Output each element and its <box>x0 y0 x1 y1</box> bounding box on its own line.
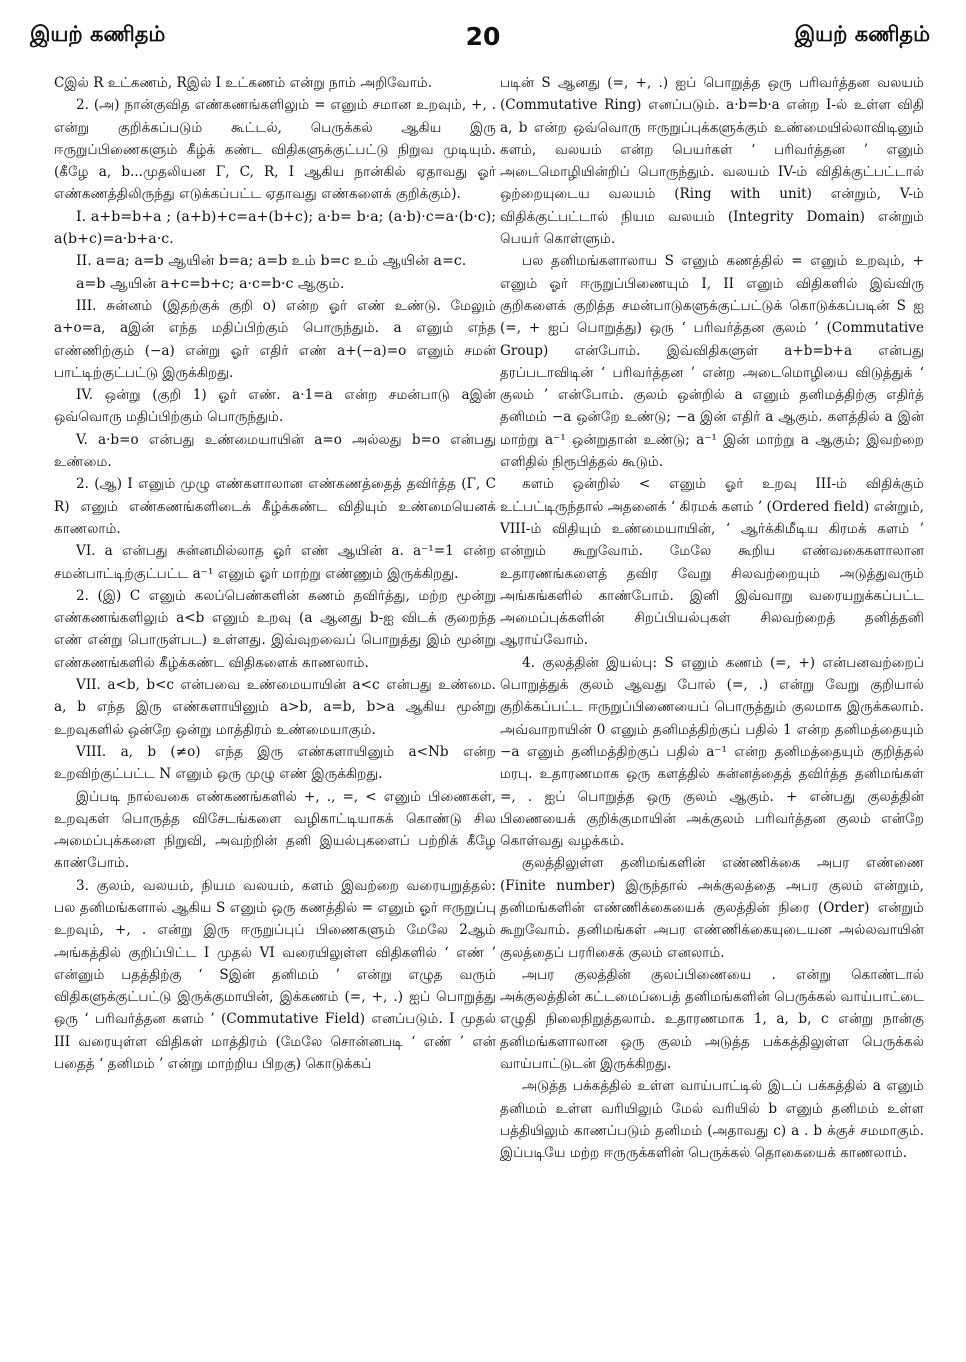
running-header-right: இயற் கணிதம் <box>794 22 930 46</box>
axiom-iv: IV. ஒன்று (குறி 1) ஓர் எண். a·1=a என்ற சமன்பாடு aஇன் ஒவ்வொரு மதிப்பிற்கும் பொருந்தும். <box>54 387 496 426</box>
axiom-ii-continued: a=b ஆயின் a+c=b+c; a·c=b·c ஆகும். <box>76 275 345 292</box>
axiom-iii: III. சுன்னம் (இதற்குக் குறி o) என்ற ஓர் எண் உண்டு. மேலும் a+o=a, aஇன் எந்த மதிப்பிற்கும் பொருந்தும். a எனும் எந்த எண்ணிற்கும் (−a) என்று ஓர் எதிர் எண் a+(−a)=o எனும் சமன் பாட்டிற்குட்பட்டு இருக்கிறது. <box>54 297 496 381</box>
paragraph: அடுத்த பக்கத்தில் உள்ள வாய்பாட்டில் இடப் பக்கத்தில் a எனும் தனிமம் உள்ள வரியிலும் மேல் வரியில் b எனும் தனிமம் உள்ள பத்தியிலும் காணப்படும் தனிமம் (அதாவது c) a . b க்குச் சமமாகும். இப்படியே மற்ற ஈருருக்களின் பெருக்கல் தொகையைக் காணலாம். <box>500 1078 924 1162</box>
paragraph: 2. (அ) நான்குவித எண்கணங்களிலும் = எனும் சமான உறவும், +, . என்று குறிக்கப்படும் கூட்டல், பெருக்கல் ஆகிய இரு ஈருறுப்பிணைகளும் கீழ்க் கண்ட விதிகளுக்குட்பட்டு நிறுவ முடியும். (கீழே a, b...முதலியன Γ, C, R, I ஆகிய நான்கில் ஏதாவது ஓர் எண்கணத்திலிருந்து எடுக்கப்பட்ட ஏதாவது எண்களைக் குறிக்கும்). <box>54 97 496 203</box>
paragraph: Cஇல் R உட்கணம், Rஇல் I உட்கணம் என்று நாம் அறிவோம். <box>54 75 433 91</box>
left-column <box>54 72 496 1075</box>
axiom-viii: VIII. a, b (≠o) எந்த இரு எண்களாயினும் a<Nb என்ற உறவிற்குட்பட்ட N எனும் ஒரு முழு எண் இருக்கிறது. <box>54 743 496 783</box>
paragraph: படின் S ஆனது (=, +, .) ஐப் பொறுத்த ஒரு பரிவர்த்தன வலயம் (Commutative Ring) எனப்படும். a·b=b·a என்ற I-ல் உள்ள விதி a, b என்ற ஒவ்வொரு ஈருறுப்புக்களுக்கும் உண்மையில்லாவிடினும் களம், வலயம் என்ற பெயர்கள் ‘ பரிவர்த்தன ’ எனும் அடைமொழியின்றிப் பொருந்தும். வலயம் IV-ம் விதிக்குட்பட்டால் ஒற்றையுடைய வலயம் (Ring with unit) என்றும், V-ம் விதிக்குட்பட்டால் நியம வலயம் (Integrity Domain) என்றும் பெயர் கொள்ளும். <box>500 75 924 248</box>
right-column <box>500 72 924 1165</box>
page-number: 20 <box>465 22 501 51</box>
axiom-i: I. a+b=b+a ; (a+b)+c=a+(b+c); a·b= b·a; (a·b)·c=a·(b·c); a(b+c)=a·b+a·c. <box>54 208 496 248</box>
paragraph: களம் ஒன்றில் < எனும் ஓர் உறவு III-ம் விதிக்கும் உட்பட்டிருந்தால் அதனைக் ‘ கிரமக் களம் ’ (Ordered field) என்றும், VIII-ம் விதியும் உண்மையாயின், ‘ ஆர்க்கிமீடிய கிரமக் களம் ’ என்றும் கூறுவோம். மேலே கூறிய எண்வகைகளாலான உதாரணங்களைத் தவிர வேறு சிலவற்றையும் அடுத்துவரும் அங்கங்களில் காண்போம். இனி இவ்வாறு வரையறுக்கப்பட்ட அமைப்புக்களின் சிறப்பியல்புகள் சிலவற்றைத் தனித்தனி ஆராய்வோம். <box>500 476 924 649</box>
axiom-vii: VII. a<b, b<c என்பவை உண்மையாயின் a<c என்பது உண்மை. a, b எந்த இரு எண்களாயினும் a>b, a=b, b>a ஆகிய மூன்று உறவுகளில் ஒன்றே ஒன்று மாத்திரம் உண்மையாகும். <box>54 677 496 738</box>
paragraph: இப்படி நால்வகை எண்கணங்களில் +, ., =, < எனும் பிணைகள், உறவுகள் பொருத்த விசேடங்களை வழிகாட்டியாகக் கொண்டு சில அமைப்புக்களை நிறுவி, அவற்றின் தனி இயல்புகளைப் பற்றிக் கீழே காண்போம். <box>54 788 496 872</box>
axiom-ii: II. a=a; a=b ஆயின் b=a; a=b உம் b=c உம் ஆயின் a=c. <box>76 253 467 270</box>
paragraph: அபர குலத்தின் குலப்பிணையை . என்று கொண்டால் அக்குலத்தின் கட்டமைப்பைத் தனிமங்களின் பெருக்கல் வாய்பாட்டை எழுதி நிலைநிறுத்தலாம். உதாரணமாக 1, a, b, c என்று நான்கு தனிமங்களாலான ஒரு குலம் அடுத்த பக்கத்திலுள்ள பெருக்கல் வாய்பாட்டுடன் இருக்கிறது. <box>500 966 924 1073</box>
paragraph: குலத்திலுள்ள தனிமங்களின் எண்ணிக்கை அபர எண்ணை (Finite number) இருந்தால் அக்குலத்தை அபர குலம் என்றும், தனிமங்களின் எண்ணிக்கையைக் குலத்தின் நிரை (Order) என்றும் கூறுவோம். தனிமங்கள் அபர எண்ணிக்கையுடையன அல்லவாயின் குலத்தைப் பரரிசைக் குலம் எனலாம். <box>500 855 924 961</box>
paragraph: 2. (ஆ) I எனும் முழு எண்களாலான எண்கணத்தைத் தவிர்த்த (Γ, C R) எனும் எண்கணங்களிடைக் கீழ்க்கண்ட விதியும் உண்மையெனக் காணலாம். <box>54 476 496 537</box>
axiom-v: V. a·b=o என்பது உண்மையாயின் a=o அல்லது b=o என்பது உண்மை. <box>54 431 496 471</box>
paragraph: 2. (இ) C எனும் கலப்பெண்களின் கணம் தவிர்த்து, மற்ற மூன்று எண்கணங்களிலும் a<b எனும் உறவு (a ஆனது b-ஐ விடக் குறைந்த எண் என்று பொருள்பட) உள்ளது. இவ்வுறவைப் பொறுத்து இம் மூன்று எண்கணங்களில் கீழ்க்கண்ட விதிகளைக் காணலாம். <box>54 587 496 671</box>
paragraph: பல தனிமங்களாலாய S எனும் கணத்தில் = எனும் உறவும், + எனும் ஓர் ஈருறுப்பிணையும் I, II எனும் விதிகளில் இவ்விரு குறிகளைக் குறித்த சமன்பாடுகளுக்குட்பட்டுக் கொடுக்கப்படின் S ஐ (=, + ஐப் பொறுத்து) ஒரு ‘ பரிவர்த்தன குலம் ’ (Commutative Group) என்போம். இவ்விதிகளுள் a+b=b+a என்பது தரப்படாவிடின் ‘ பரிவர்த்தன ’ என்ற அடைமொழியை விடுத்துக் ‘ குலம் ’ என்போம். குலம் ஒன்றில் a எனும் தனிமத்திற்கு எதிர்த் தனிமம் −a ஒன்றே உண்டு; −a இன் எதிர் a ஆகும். களத்தில் a இன் மாற்று a⁻¹ ஒன்றுதான் உண்டு; a⁻¹ இன் மாற்று a ஆகும்; இவற்றை எளிதில் நிரூபித்தல் கூடும். <box>500 253 924 471</box>
section-4-paragraph: 4. குலத்தின் இயல்பு: S எனும் கணம் (=, +) என்பனவற்றைப் பொறுத்துக் குலம் ஆவது போல் (=, .) என்று வேறு குறியால் குறிக்கப்பட்ட ஈருறுப்பிணையைப் பொருத்தும் குலமாக இருக்கலாம். அவ்வாறாயின் 0 எனும் தனிமத்திற்குப் பதில் 1 என்ற தனிமத்தையும் −a எனும் தனிமத்திற்குப் பதில் a⁻¹ என்ற தனிமத்தையும் குறித்தல் மரபு. உதாரணமாக ஒரு களத்தில் சுன்னத்தைத் தவிர்த்த தனிமங்கள் =, . ஐப் பொறுத்த ஒரு குலம் ஆகும். + என்பது குலத்தின் பிணையைக் குறிக்குமாயின் அக்குலம் பரிவர்த்தன குலம் என்றே கொள்வது வழக்கம். <box>500 654 924 850</box>
section-3-paragraph: 3. குலம், வலயம், நியம வலயம், களம் இவற்றை வரையறுத்தல்: பல தனிமங்களால் ஆகிய S எனும் ஒரு கணத்தில் = எனும் ஓர் ஈருறுப்பு உறவும், +, . என்று இரு ஈருறுப்புப் பிணைகளும் மேலே 2ஆம் அங்கத்தில் குறிப்பிட்ட I முதல் VI வரையிலுள்ள விதிகளில் ‘ எண் ’ என்னும் பதத்திற்கு ‘ Sஇன் தனிமம் ’ என்று எழுத வரும் விதிகளுக்குட்பட்டு இருக்குமாயின், இக்கணம் (=, +, .) ஐப் பொறுத்து ஒரு ‘ பரிவர்த்தன களம் ’ (Commutative Field) எனப்படும். I முதல் III வரையுள்ள விதிகள் மாத்திரம் (மேலே சொன்னபடி ‘ எண் ’ என் பதைத் ‘ தனிமம் ’ என்று மாற்றிய பிறகு) கொடுக்கப் <box>54 877 496 1073</box>
running-header-left: இயற் கணிதம் <box>30 22 166 46</box>
axiom-vi: VI. a என்பது சுன்னமில்லாத ஓர் எண் ஆயின் a. a⁻¹=1 என்ற சமன்பாட்டிற்குட்பட்ட a⁻¹ எனும் ஓர் மாற்று எண்ணும் இருக்கிறது. <box>54 543 496 582</box>
